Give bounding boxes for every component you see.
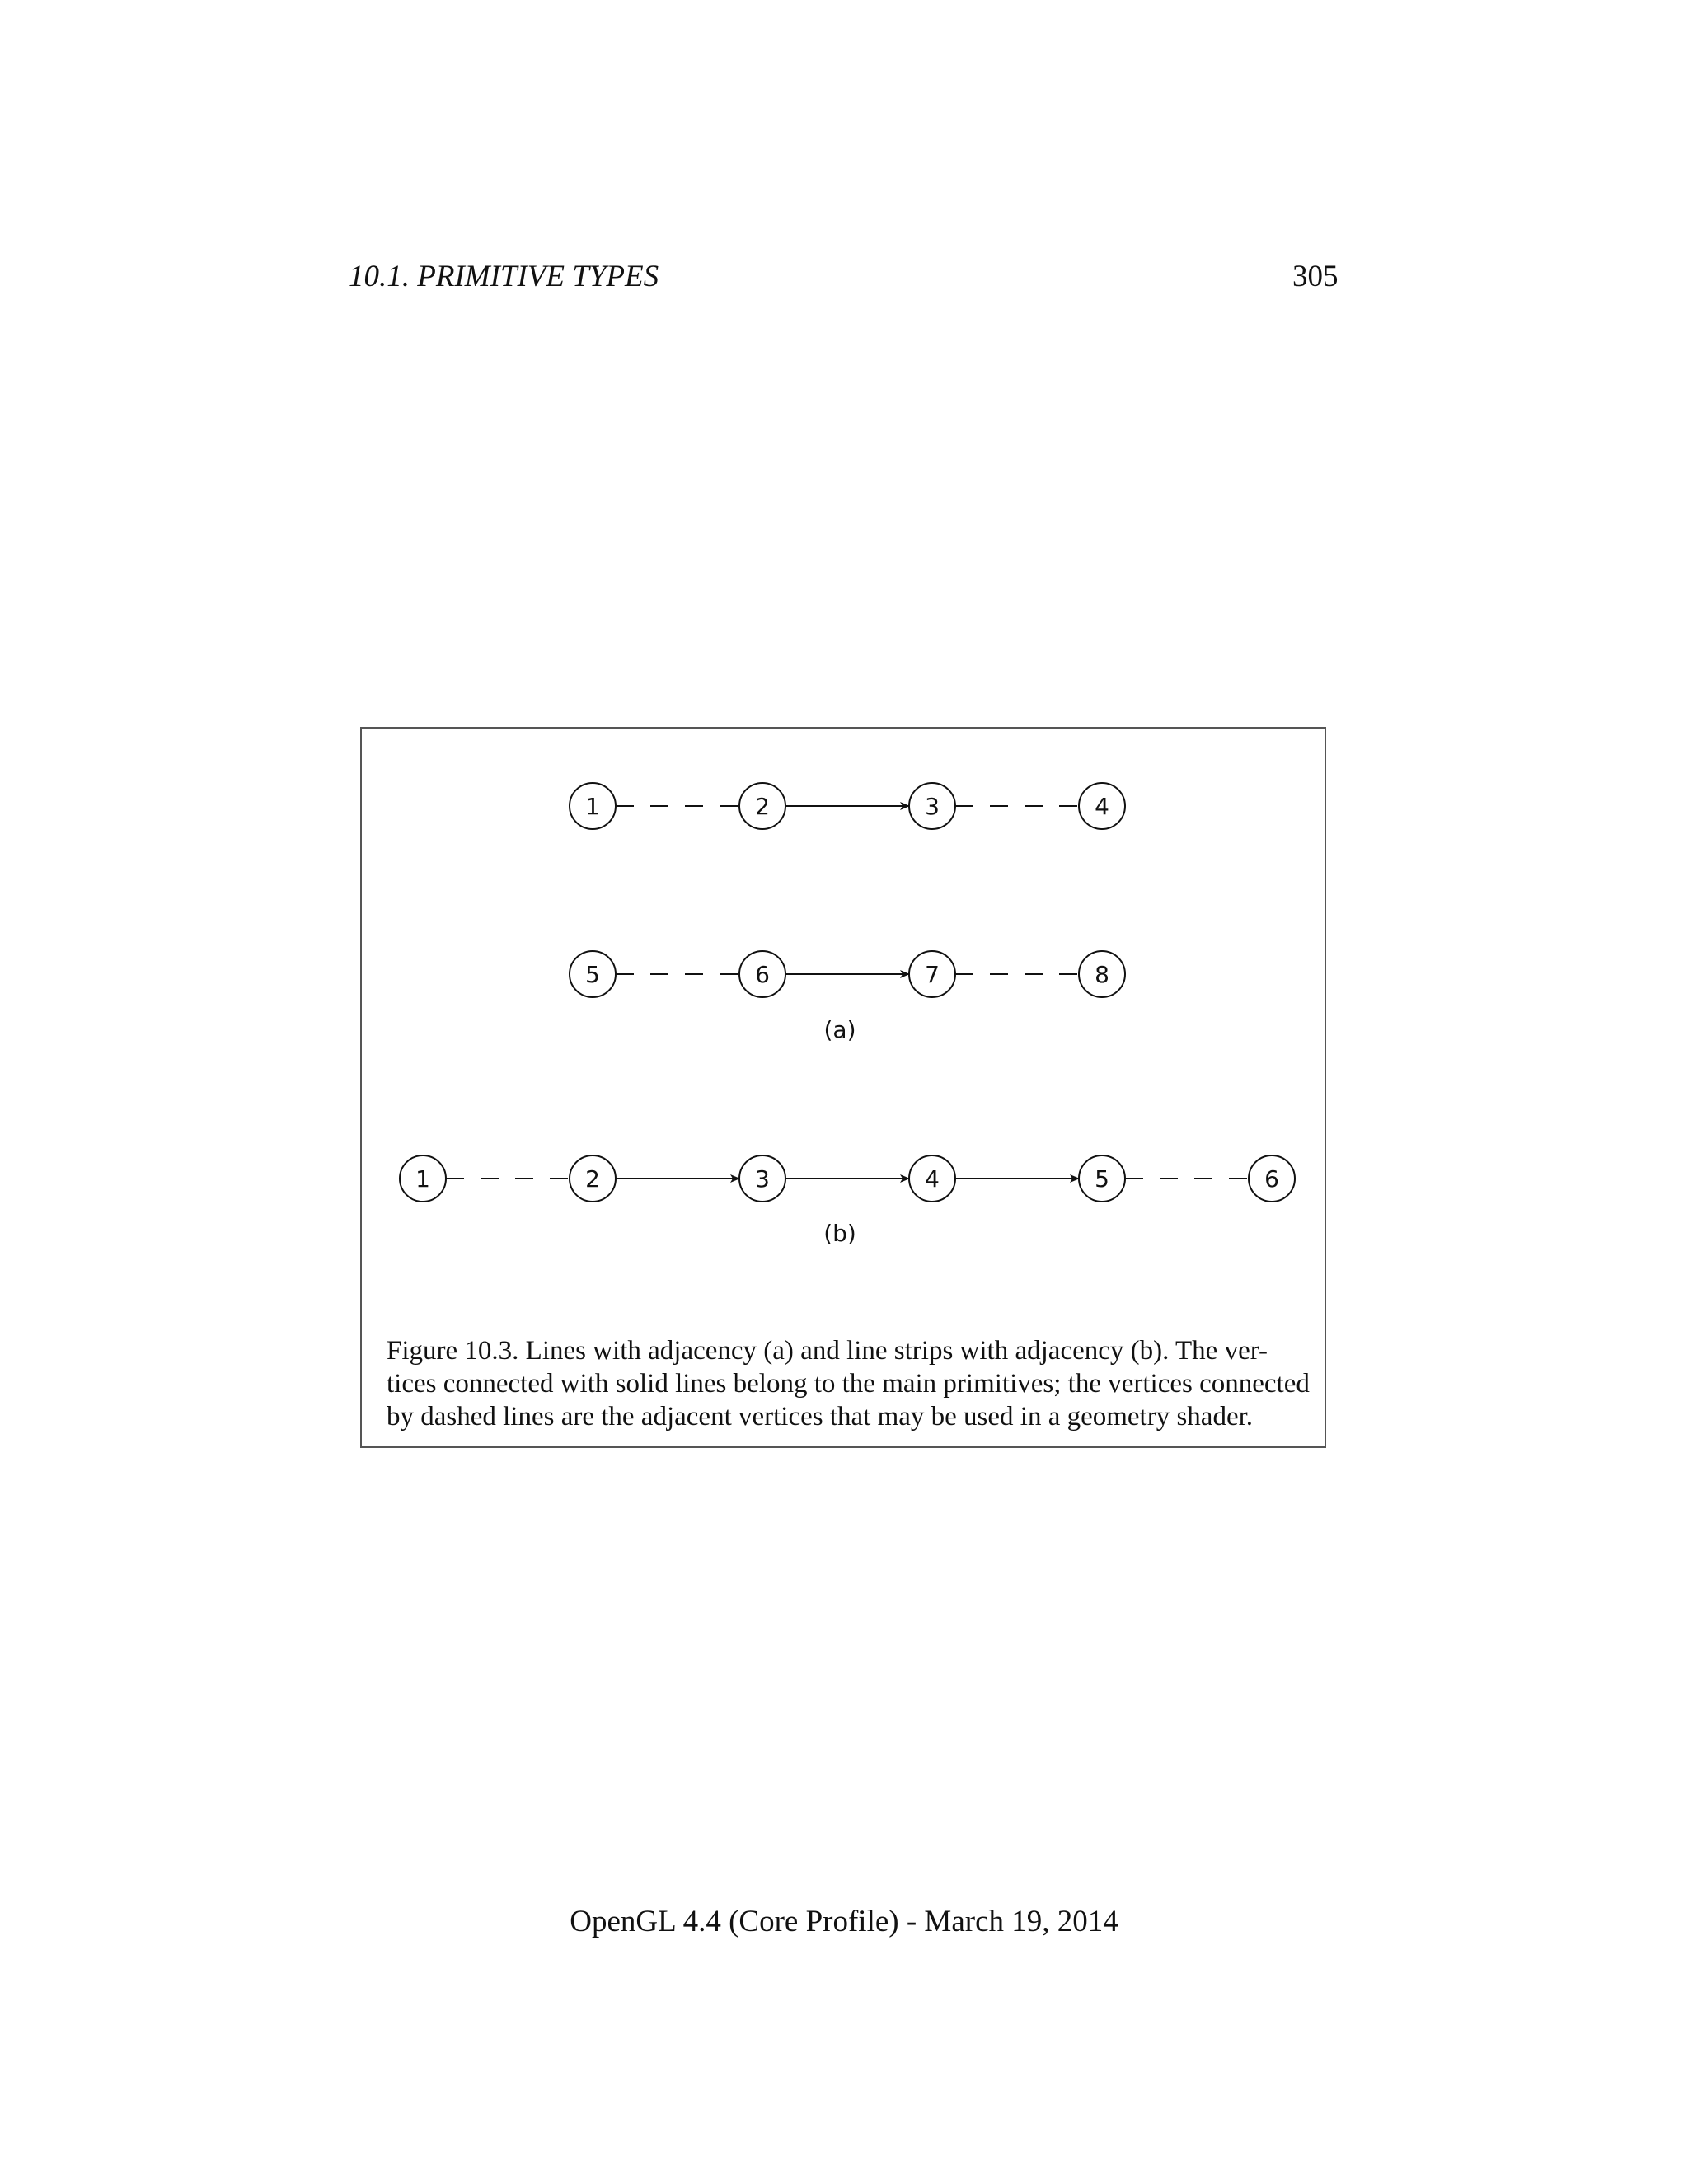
vertex-node — [1079, 783, 1125, 829]
vertex-node — [909, 783, 955, 829]
panel-b-label: (b) — [823, 1220, 856, 1247]
vertex-node — [909, 1155, 955, 1202]
figure-caption — [387, 1334, 1310, 1433]
vertex-label: 5 — [1095, 1165, 1109, 1193]
vertex-node — [570, 783, 616, 829]
page-footer: OpenGL 4.4 (Core Profile) - March 19, 2014 — [570, 1905, 1118, 1938]
vertex-node — [1249, 1155, 1295, 1202]
vertex-label: 8 — [1095, 961, 1109, 988]
vertex-node — [739, 951, 785, 997]
vertex-label: 1 — [415, 1165, 430, 1193]
caption-line: Figure 10.3. Lines with adjacency (a) and line strips with adjacency (b). The ver- — [387, 1336, 1268, 1366]
page-number: 305 — [1292, 260, 1339, 293]
vertex-label: 5 — [585, 961, 600, 988]
vertex-label: 4 — [925, 1165, 940, 1193]
vertex-label: 1 — [585, 793, 600, 820]
vertex-node — [1079, 951, 1125, 997]
adjacency-diagram — [362, 729, 1325, 1322]
vertex-label: 3 — [925, 793, 940, 820]
vertex-node — [570, 951, 616, 997]
vertex-node — [909, 951, 955, 997]
vertex-label: 2 — [585, 1165, 600, 1193]
vertex-label: 7 — [925, 961, 940, 988]
panel-a-label: (a) — [823, 1016, 856, 1043]
vertex-node — [1079, 1155, 1125, 1202]
figure-10-3 — [360, 727, 1326, 1448]
vertex-node — [570, 1155, 616, 1202]
vertex-label: 6 — [755, 961, 770, 988]
caption-line: tices connected with solid lines belong to the main primitives; the vertices connected — [387, 1369, 1310, 1399]
vertex-label: 6 — [1264, 1165, 1279, 1193]
vertex-label: 4 — [1095, 793, 1109, 820]
vertex-node — [739, 1155, 785, 1202]
vertex-label: 2 — [755, 793, 770, 820]
running-header-section: 10.1. PRIMITIVE TYPES — [349, 260, 659, 293]
caption-line: by dashed lines are the adjacent vertices that may be used in a geometry shader. — [387, 1402, 1254, 1432]
vertex-label: 3 — [755, 1165, 770, 1193]
vertex-node — [739, 783, 785, 829]
vertex-node — [400, 1155, 446, 1202]
